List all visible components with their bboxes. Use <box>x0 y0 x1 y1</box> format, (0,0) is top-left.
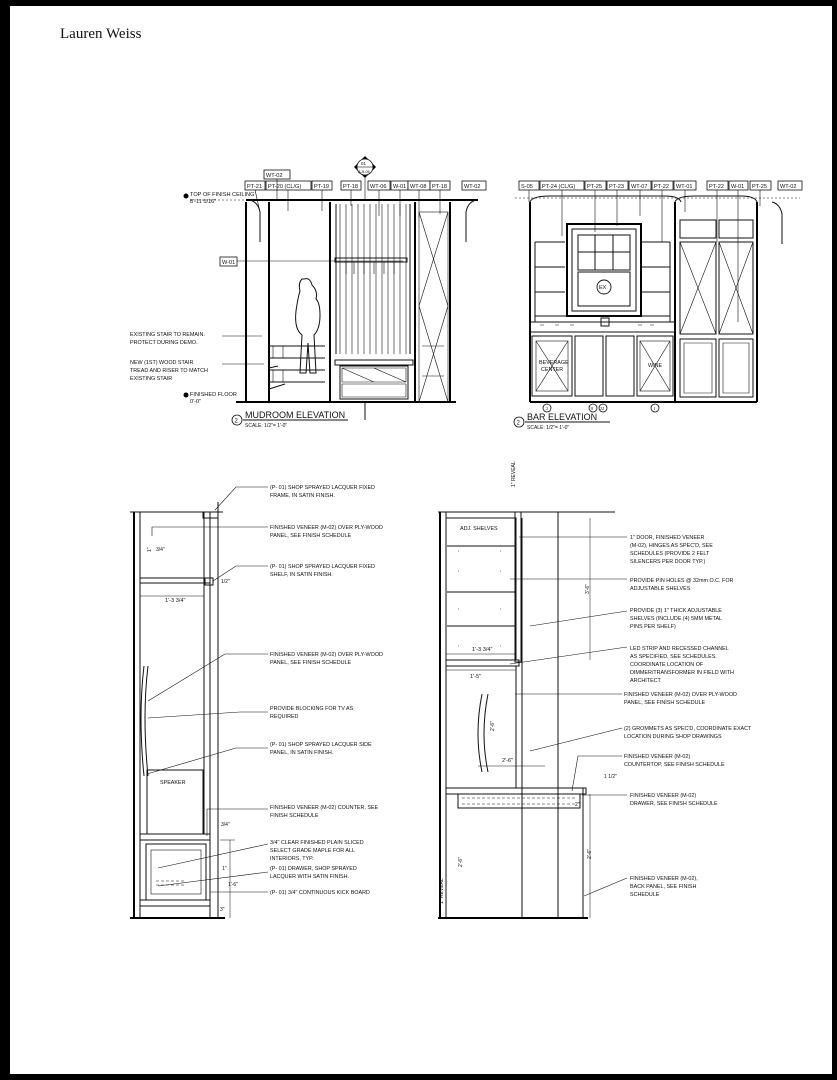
tag: W-01 <box>393 184 407 190</box>
section-markers <box>543 404 659 412</box>
note: SCHEDULE <box>630 892 660 898</box>
dimension: 1/2" <box>221 579 230 585</box>
note: (P- 01) SHOP SPRAYED LACQUER FIXED <box>270 485 375 491</box>
tag: WT-06 <box>370 184 387 190</box>
wall-tag: W-01 <box>222 260 236 266</box>
top-finish-elevation: 8'-11 5/16" <box>190 199 217 205</box>
window <box>563 224 645 316</box>
dimension: 2'-6" <box>587 849 593 859</box>
tag: PT-19 <box>314 184 329 190</box>
title-number: 2 <box>234 418 238 425</box>
tall-cabinet <box>680 220 753 397</box>
note: ARCHITECT <box>630 678 661 684</box>
dimension: 2" <box>575 802 580 808</box>
mudroom-title-block <box>232 410 348 429</box>
section-callout-icon <box>354 156 376 200</box>
tag: PT-25 <box>587 184 602 190</box>
tag: S-05 <box>521 184 533 190</box>
note: COORDINATE LOCATION OF <box>630 662 704 668</box>
note: (P- 01) SHOP SPRAYED LACQUER FIXED <box>270 564 375 570</box>
tag: WT-02 <box>266 173 283 179</box>
title-number: 2 <box>516 420 520 427</box>
human-figure-icon <box>296 279 320 373</box>
tag: PT-24 (CL/G) <box>542 184 576 190</box>
tag: PT-21 <box>247 184 262 190</box>
dimension: 2'-6" <box>502 758 514 764</box>
stair-note: NEW (1ST) WOOD STAIR <box>130 360 194 366</box>
stair-note: PROTECT DURING DEMO. <box>130 340 198 346</box>
note: SHELF, IN SATIN FINISH. <box>270 572 333 578</box>
note: FINISHED VENEER (M-02) OVER PLY-WOOD <box>270 525 383 531</box>
note: BACK PANEL, SEE FINISH <box>630 884 697 890</box>
note: FINISHED VENEER (M-02) COUNTER, SEE <box>270 805 379 811</box>
callout-sheet: A-5.05 <box>358 169 370 174</box>
note: LOCATION DURING SHOP DRAWINGS <box>624 734 722 740</box>
note: (P- 01) 3/4" CONTINUOUS KICK BOARD <box>270 890 370 896</box>
left-section-detail <box>130 485 383 918</box>
tag: W-01 <box>731 184 745 190</box>
tag: PT-18 <box>432 184 447 190</box>
note: SHELVES (INCLUDE (4) 5MM METAL <box>630 616 723 622</box>
top-finish-label: TOP OF FINISH CEILING <box>190 192 255 198</box>
scale: SCALE: 1/2"= 1'-0" <box>527 425 570 431</box>
dimension: 1" <box>222 866 227 872</box>
note: 3/4" CLEAR FINISHED PLAIN SLICED <box>270 840 364 846</box>
note: COUNTERTOP, SEE FINISH SCHEDULE <box>624 762 725 768</box>
drawing-canvas <box>10 6 832 1074</box>
dimension: 3" <box>220 907 225 913</box>
note: PANEL, IN SATIN FINISH. <box>270 750 334 756</box>
left-notes <box>270 485 383 896</box>
note: 1" DOOR, FINISHED VENEER <box>630 535 705 541</box>
note: LACQUER WITH SATIN FINISH. <box>270 874 349 880</box>
bar-elevation <box>514 181 802 431</box>
note: FINISHED VENEER (M-02) <box>630 793 697 799</box>
speaker-label: SPEAKER <box>160 780 186 786</box>
reveal-label: 1" REVEAL <box>511 461 517 487</box>
stair-note: EXISTING STAIR TO REMAIN. <box>130 332 205 338</box>
stair-note: TREAD AND RISER TO MATCH <box>130 368 208 374</box>
stair-note: EXISTING STAIR <box>130 376 173 382</box>
dimension: 3/4" <box>221 822 230 828</box>
note: FINISHED VENEER (M-02) OVER PLY-WOOD <box>624 692 737 698</box>
note: DRAWER, SEE FINISH SCHEDULE <box>630 801 718 807</box>
wine-label: WINE <box>648 363 663 369</box>
drawing-sheet <box>10 6 832 1074</box>
section-marker: II <box>590 406 594 411</box>
note: PROVIDE BLOCKING FOR TV AS <box>270 706 354 712</box>
tag: PT-22 <box>654 184 669 190</box>
finished-floor-elevation: 0'-0" <box>190 399 202 405</box>
tag: WT-01 <box>676 184 693 190</box>
mudroom-elevation <box>130 156 486 429</box>
dimension: 3'-6" <box>585 584 591 594</box>
note: LED STRIP AND RECESSED CHANNEL <box>630 646 729 652</box>
tag: PT-22 <box>709 184 724 190</box>
note: ADJUSTABLE SHELVES <box>630 586 691 592</box>
note: PANEL, SEE FINISH SCHEDULE <box>270 660 352 666</box>
tag: WT-02 <box>780 184 797 190</box>
beverage-label: CENTER <box>541 367 564 373</box>
tag: WT-07 <box>631 184 648 190</box>
note: (P- 01) DRAWER, SHOP SPRAYED <box>270 866 357 872</box>
stair <box>269 346 325 389</box>
ex-tag: EX <box>599 285 607 291</box>
dimension: 1'-5" <box>470 674 482 680</box>
section-marker: JJ <box>599 406 604 411</box>
note: AS SPECIFIED, SEE SCHEDULES. <box>630 654 717 660</box>
tag: PT-18 <box>343 184 358 190</box>
note: PANEL, SEE FINISH SCHEDULE <box>624 700 706 706</box>
note: FINISH SCHEDULE <box>270 813 319 819</box>
note: SELECT GRADE MAPLE FOR ALL <box>270 848 355 854</box>
tag: PT-23 <box>609 184 624 190</box>
bar-lower-cabinets <box>532 336 673 396</box>
section-marker: J <box>545 406 548 411</box>
dimension: 1" <box>147 547 153 552</box>
section-marker: I <box>654 406 656 411</box>
tag: WT-02 <box>464 184 481 190</box>
dimension: 1'-3 3/4" <box>472 647 493 653</box>
author-name: Lauren Weiss <box>60 26 142 42</box>
dimension: 2'-6" <box>490 721 496 731</box>
note: (P- 01) SHOP SPRAYED LACQUER SIDE <box>270 742 372 748</box>
tag: PT-25 <box>752 184 767 190</box>
title: MUDROOM ELEVATION <box>245 410 346 420</box>
beverage-label: BEVERAGE <box>539 360 569 366</box>
note: PROVIDE (3) 1" THICK ADJUSTABLE <box>630 608 722 614</box>
note: PROVIDE PIN HOLES @ 32mm O.C. FOR <box>630 578 734 584</box>
dimension: 1'-6" <box>228 882 238 888</box>
bar-title-block <box>514 412 610 431</box>
finished-floor-label: FINISHED FLOOR <box>190 392 237 398</box>
dimension: 2'-6" <box>458 857 464 867</box>
title: BAR ELEVATION <box>527 412 598 422</box>
note: (M-02), HINGES AS SPEC'D, SEE <box>630 543 713 549</box>
note: INTERIORS, TYP. <box>270 856 314 862</box>
tag: WT-08 <box>410 184 427 190</box>
right-section-detail <box>438 461 752 918</box>
adj-shelves-label: ADJ. SHELVES <box>460 526 498 532</box>
note: REQUIRED <box>270 714 299 720</box>
scale: SCALE: 1/2"= 1'-0" <box>245 423 288 429</box>
callout-number: 01 <box>361 161 367 166</box>
note: FINISHED VENEER (M-02) OVER PLY-WOOD <box>270 652 383 658</box>
note: PINS PER SHELF) <box>630 624 676 630</box>
beadboard <box>335 204 448 402</box>
note: FRAME, IN SATIN FINISH. <box>270 493 335 499</box>
right-notes <box>624 535 752 898</box>
dimension: 3/4" <box>156 547 165 553</box>
dimension: 1'-3 3/4" <box>165 598 186 604</box>
note: PANEL, SEE FINISH SCHEDULE <box>270 533 352 539</box>
note: DIMMER/TRANSFORMER IN FIELD WITH <box>630 670 734 676</box>
note: SILENCERS PER DOOR TYP.) <box>630 559 706 565</box>
note: (2) GROMMETS AS SPEC'D, COORDINATE EXACT <box>624 726 752 732</box>
tag: PT-20 (CL/G) <box>268 184 302 190</box>
note: SCHEDULES (PROVIDE 2 FELT <box>630 551 710 557</box>
dimension: 1 1/2" <box>604 774 617 780</box>
reveal-label: 1" REVEAL <box>439 878 445 904</box>
note: FINISHED VENEER (M-02) <box>624 754 691 760</box>
note: FINISHED VENEER (M-02), <box>630 876 698 882</box>
bar-tag-row <box>519 181 802 190</box>
